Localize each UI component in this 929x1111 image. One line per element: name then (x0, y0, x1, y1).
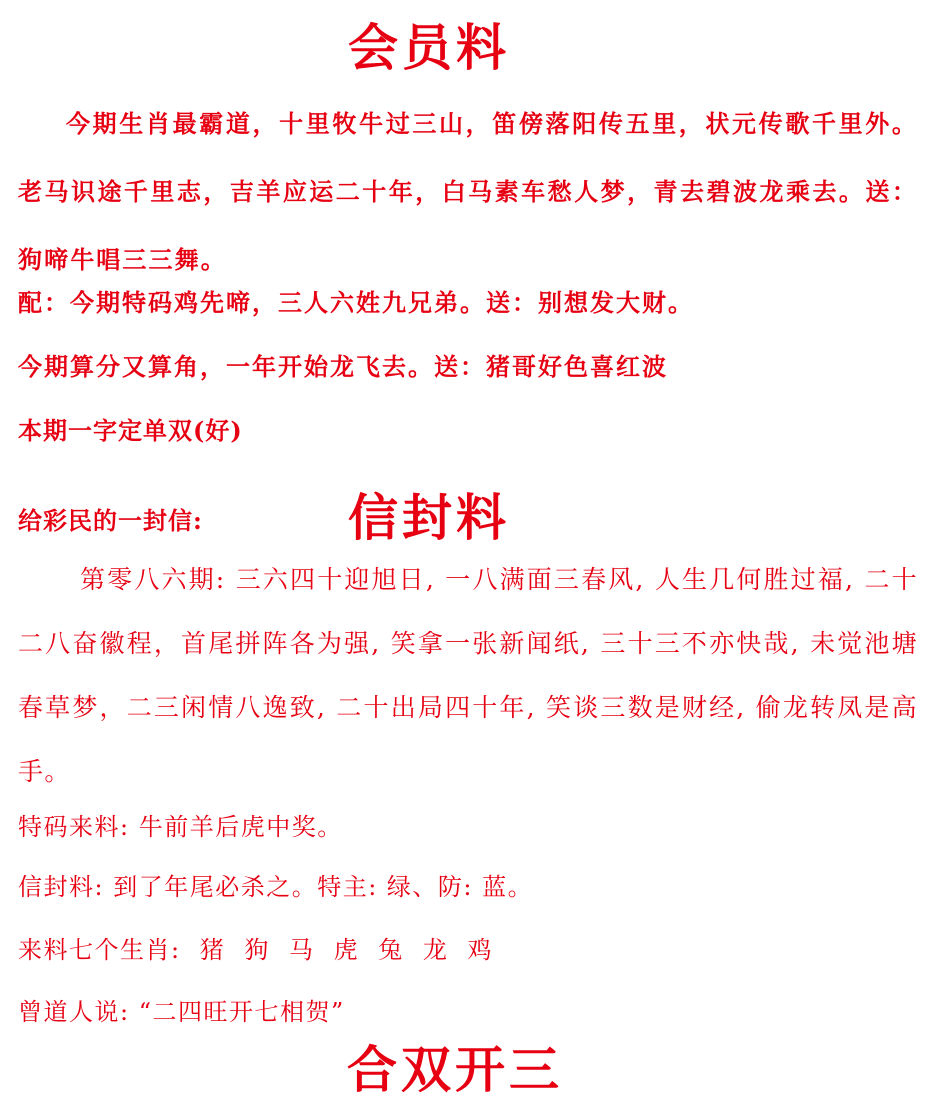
saying-line: 曾道人说: “二四旺开七相贺” (18, 998, 345, 1026)
letter-intro: 给彩民的一封信: (18, 506, 203, 535)
letter-paragraph: 第零八六期: 三六四十迎旭日, 一八满面三春风, 人生几何胜过福, 二十二八奋徽程，首尾拼阵各为强, 笑拿一张新闻纸, 三十三不亦快哉, 未觉池塘春草梦，二三闲情八逸致, 二十出局四十年, 笑谈三数是财经, 偷龙转凤是高手。 (18, 565, 918, 786)
member-section-title: 会员料 (348, 18, 510, 77)
suan-line: 今期算分又算角，一年开始龙飞去。送：猪哥好色喜红波 (18, 352, 668, 381)
envelope-section-title: 信封料 (348, 488, 510, 547)
pei-line: 配：今期特码鸡先啼，三人六姓九兄弟。送：别想发大财。 (18, 288, 694, 317)
odd-even-line: 本期一字定单双(好) (18, 416, 243, 445)
member-paragraph: 今期生肖最霸道，十里牧牛过三山，笛傍落阳传五里，状元传歌千里外。老马识途千里志，吉羊应运二十年，白马素车愁人梦，青去碧波龙乘去。送：狗啼牛唱三三舞。 (18, 109, 918, 274)
zodiac-line: 来料七个生肖: 猪 狗 马 虎 兔 龙 鸡 (18, 936, 493, 964)
envelope-line: 信封料: 到了年尾必杀之。特主: 绿、防: 蓝。 (18, 873, 534, 901)
special-code-line: 特码来料: 牛前羊后虎中奖。 (18, 813, 343, 841)
footer-title: 合双开三 (347, 1040, 563, 1099)
